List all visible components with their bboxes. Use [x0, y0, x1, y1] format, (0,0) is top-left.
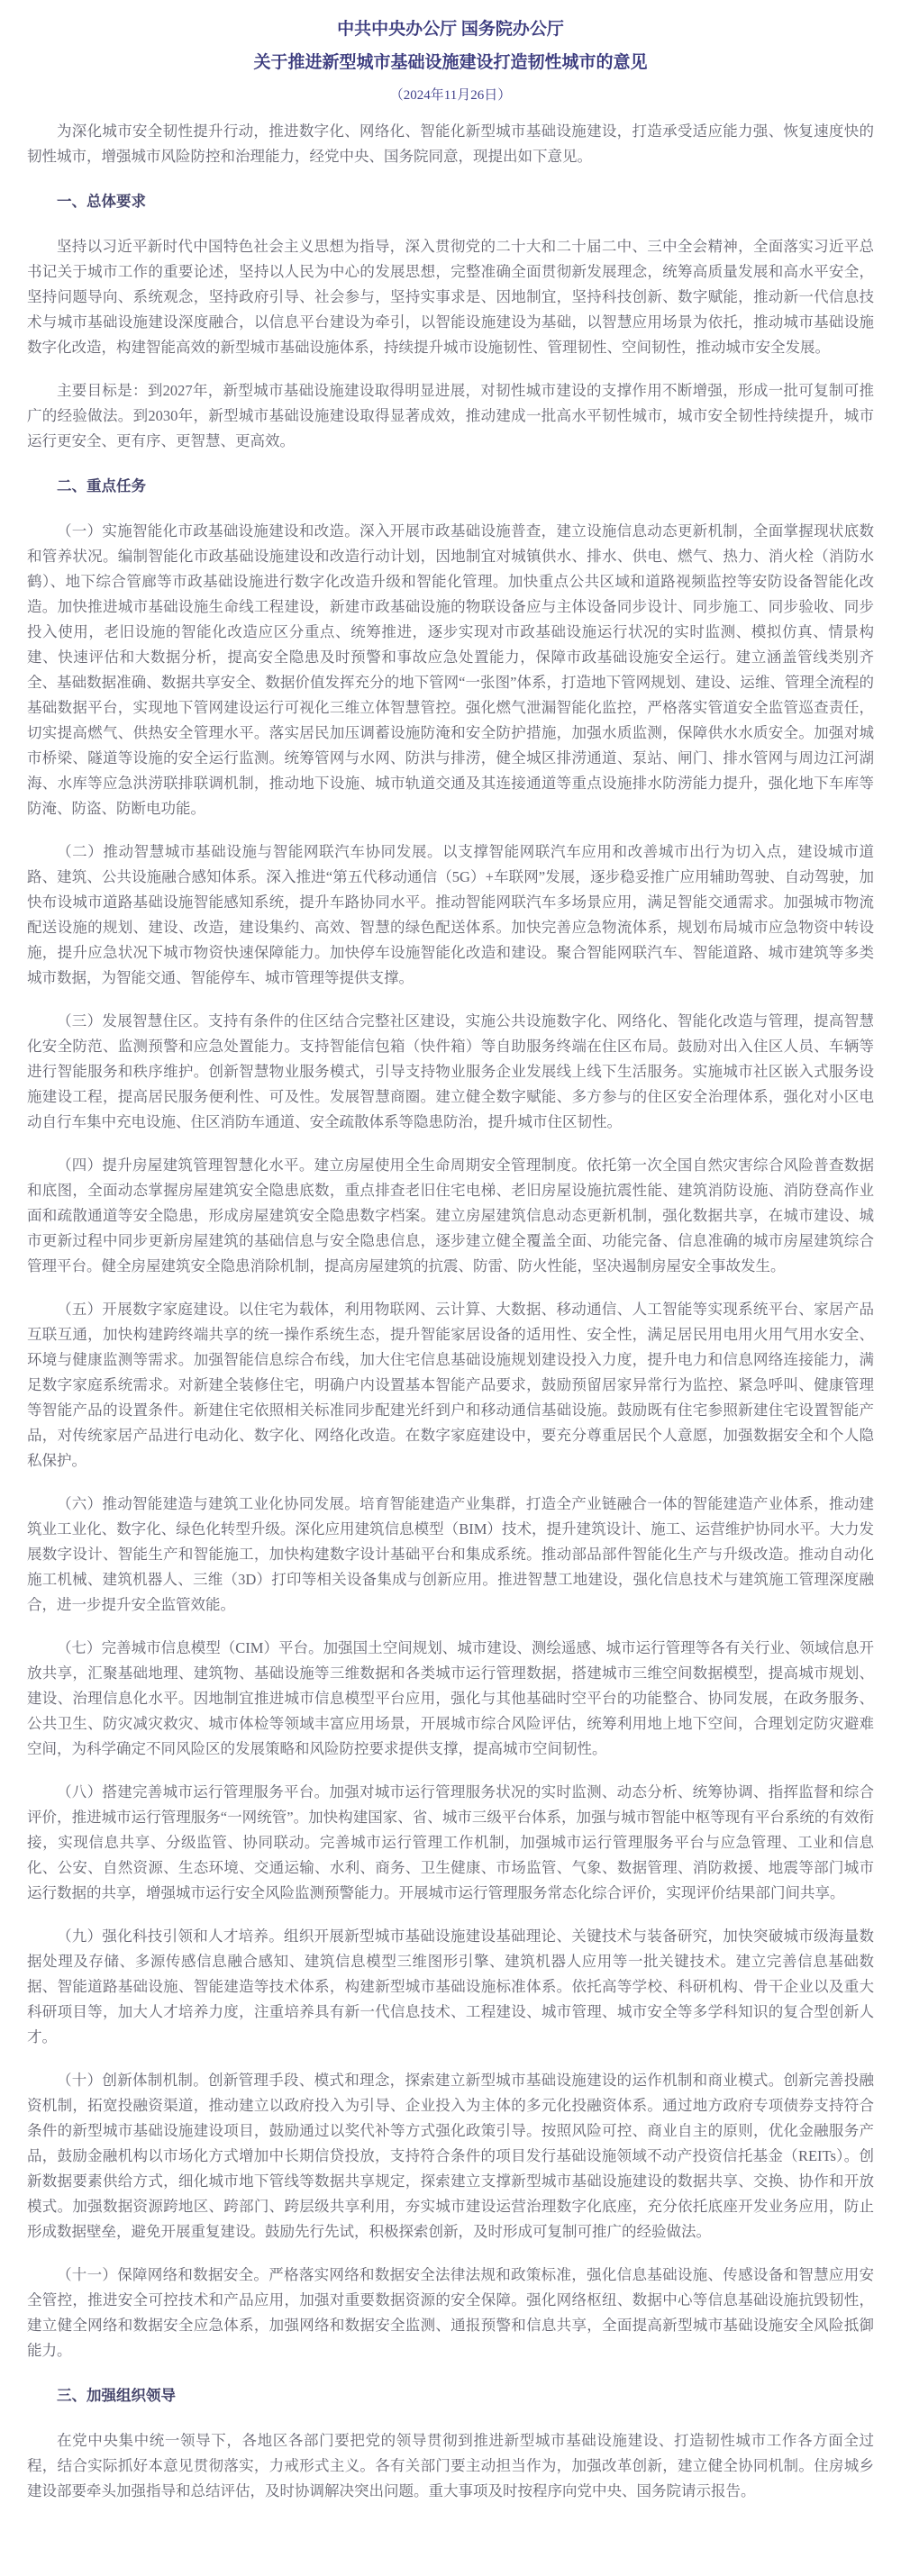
paragraph-item-9: （九）强化科技引领和人才培养。组织开展新型城市基础设施建设基础理论、关键技术与装备研究，加快突破城市级海量数据处理及存储、多源传感信息融合感知、建筑信息模型三维图形引擎、建筑机器人应用等一批关键技术。建立完善信息基础数据、智能道路基础设施、智能建造等技术体系，构建新型城市基础设施标准体系。依托高等学校、科研机构、骨干企业以及重大科研项目等，加大人才培养力度，注重培养具有新一代信息技术、工程建设、城市管理、城市安全等多学科知识的复合型创新人才。	[27, 1927, 874, 2045]
paragraph-item-10: （十）创新体制机制。创新管理手段、模式和理念，探索建立新型城市基础设施建设的运作机制和商业模式。创新完善投融资机制，拓宽投融资渠道，推动建立以政府投入为引导、企业投入为主体的多元化投融资体系。通过地方政府专项债券支持符合条件的新型城市基础设施建设项目，鼓励通过以奖代补等方式强化政策引导。按照风险可控、商业自主的原则，优化金融服务产品，鼓励金融机构以市场化方式增加中长期信贷投放，支持符合条件的项目发行基础设施领域不动产投资信托基金（REITs）。创新数据要素供给方式，细化城市地下管线等数据共享规定，探索建立支撑新型城市基础设施建设的数据共享、交换、协作和开放模式。加强数据资源跨地区、跨部门、跨层级共享利用，夯实城市建设运营治理数字化底座，充分依托底座开发业务应用，防止形成数据壁垒，避免开展重复建设。鼓励先行先试，积极探索创新，及时形成可复制可推广的经验做法。	[27, 2072, 874, 2240]
paragraph-item-6: （六）推动智能建造与建筑工业化协同发展。培育智能建造产业集群，打造全产业链融合一体的智能建造产业体系，推动建筑业工业化、数字化、绿色化转型升级。深化应用建筑信息模型（BIM）技术，提升建筑设计、施工、运营维护协同水平。大力发展数字设计、智能生产和智能施工，加快构建数字设计基础平台和集成系统。推动部品部件智能化生产与升级改造。推动自动化施工机械、建筑机器人、三维（3D）打印等相关设备集成与创新应用。推进智慧工地建设，强化信息技术与建筑施工管理深度融合，进一步提升安全监管效能。	[27, 1495, 874, 1613]
paragraph-item-11: （十一）保障网络和数据安全。严格落实网络和数据安全法律法规和政策标准，强化信息基础设施、传感设备和智慧应用安全管控，推进安全可控技术和产品应用，加强对重要数据资源的安全保障。强化网络枢纽、数据中心等信息基础设施抗毁韧性，建立健全网络和数据安全应急体系，加强网络和数据安全监测、通报预警和信息共享，全面提高新型城市基础设施安全风险抵御能力。	[27, 2266, 874, 2359]
document-title: 关于推进新型城市基础设施建设打造韧性城市的意见	[253, 53, 648, 72]
paragraph-item-3: （三）发展智慧住区。支持有条件的住区结合完整社区建设，实施公共设施数字化、网络化、智能化改造与管理，提高智慧化安全防范、监测预警和应急处置能力。支持智能信包箱（快件箱）等自助服务终端在住区布局。鼓励对出入住区人员、车辆等进行智能服务和秩序维护。创新智慧物业服务模式，引导支持物业服务企业发展线上线下生活服务。实施城市社区嵌入式服务设施建设工程，提高居民服务便利性、可及性。发展智慧商圈。建立健全数字赋能、多方参与的住区安全治理体系，强化对小区电动自行车集中充电设施、住区消防车通道、安全疏散体系等隐患防治，提升城市住区韧性。	[27, 1012, 874, 1130]
paragraph-item-7: （七）完善城市信息模型（CIM）平台。加强国土空间规划、城市建设、测绘遥感、城市运行管理等各有关行业、领域信息开放共享，汇聚基础地理、建筑物、基础设施等三维数据和各类城市运行管理数据，搭建城市三维空间数据模型，提高城市规划、建设、治理信息化水平。因地制宜推进城市信息模型平台应用，强化与其他基础时空平台的功能整合、协同发展，在政务服务、公共卫生、防灾减灾救灾、城市体检等领域丰富应用场景，开展城市综合风险评估，统筹利用地上地下空间，合理划定防灾避难空间，为科学确定不同风险区的发展策略和风险防控要求提供支撑，提高城市空间韧性。	[27, 1639, 874, 1757]
paragraph-item-8: （八）搭建完善城市运行管理服务平台。加强对城市运行管理服务状况的实时监测、动态分析、统筹协调、指挥监督和综合评价，推进城市运行管理服务“一网统管”。加快构建国家、省、城市三级平台体系，加强与城市智能中枢等现有平台系统的有效衔接，实现信息共享、分级监管、协同联动。完善城市运行管理工作机制，加强城市运行管理服务平台与应急管理、工业和信息化、公安、自然资源、生态环境、交通运输、水利、商务、卫生健康、市场监管、气象、数据管理、消防救援、地震等部门城市运行数据的共享，增强城市运行安全风险监测预警能力。开展城市运行管理服务常态化综合评价，实现评价结果部门间共享。	[27, 1783, 874, 1901]
paragraph: 主要目标是：到2027年，新型城市基础设施建设取得明显进展，对韧性城市建设的支撑作用不断增强，形成一批可复制可推广的经验做法。到2030年，新型城市基础设施建设取得显著成效，推动建成一批高水平韧性城市，城市安全韧性持续提升，城市运行更安全、更有序、更智慧、更高效。	[27, 382, 874, 449]
paragraph: 在党中央集中统一领导下，各地区各部门要把党的领导贯彻到推进新型城市基础设施建设、打造韧性城市工作各方面全过程，结合实际抓好本意见贯彻落实，力戒形式主义。各有关部门要主动担当作为，加强改革创新，建立健全协同机制。住房城乡建设部要牵头加强指导和总结评估，及时协调解决突出问题。重大事项及时按程序向党中央、国务院请示报告。	[27, 2432, 874, 2499]
paragraph-item-4: （四）提升房屋建筑管理智慧化水平。建立房屋使用全生命周期安全管理制度。依托第一次全国自然灾害综合风险普查数据和底图，全面动态掌握房屋建筑安全隐患底数，重点排查老旧住宅电梯、老旧房屋设施抗震性能、建筑消防设施、消防登高作业面和疏散通道等安全隐患，形成房屋建筑安全隐患数字档案。建立房屋建筑信息动态更新机制，强化数据共享，在城市建设、城市更新过程中同步更新房屋建筑的基础信息与安全隐患信息，逐步建立健全覆盖全面、功能完备、信息准确的城市房屋建筑综合管理平台。健全房屋建筑安全隐患消除机制，提高房屋建筑的抗震、防雷、防火性能，坚决遏制房屋安全事故发生。	[27, 1156, 874, 1274]
section-heading-1: 一、总体要求	[57, 193, 146, 210]
document-header	[27, 13, 874, 112]
section-heading-3: 三、加强组织领导	[57, 2387, 176, 2404]
paragraph: 坚持以习近平新时代中国特色社会主义思想为指导，深入贯彻党的二十大和二十届二中、三中全会精神，全面落实习近平总书记关于城市工作的重要论述，坚持以人民为中心的发展思想，完整准确全面贯彻新发展理念，统筹高质量发展和高水平安全，坚持问题导向、系统观念，坚持政府引导、社会参与，坚持实事求是、因地制宜，坚持科技创新、数字赋能，推动新一代信息技术与城市基础设施建设深度融合，以信息平台建设为牵引，以智能设施建设为基础，以智慧应用场景为依托，推动城市基础设施数字化改造，构建智能高效的新型城市基础设施体系，持续提升城市设施韧性、管理韧性、空间韧性，推动城市安全发展。	[27, 238, 874, 356]
intro-paragraph: 为深化城市安全韧性提升行动，推进数字化、网络化、智能化新型城市基础设施建设，打造承受适应能力强、恢复速度快的韧性城市，增强城市风险防控和治理能力，经党中央、国务院同意，现提出如下意见。	[27, 122, 874, 165]
document-date: （2024年11月26日）	[389, 88, 512, 103]
document-issuer: 中共中央办公厅 国务院办公厅	[337, 20, 564, 39]
paragraph-item-2: （二）推动智慧城市基础设施与智能网联汽车协同发展。以支撑智能网联汽车应用和改善城市出行为切入点，建设城市道路、建筑、公共设施融合感知体系。深入推进“第五代移动通信（5G）+车联网”发展，逐步稳妥推广应用辅助驾驶、自动驾驶，加快布设城市道路基础设施智能感知系统，提升车路协同水平。推动智能网联汽车多场景应用，满足智能交通需求。加强城市物流配送设施的规划、建设、改造，建设集约、高效、智慧的绿色配送体系。加快完善应急物流体系，规划布局城市应急物资中转设施，提升应急状况下城市物资快速保障能力。加快停车设施智能化改造和建设。聚合智能网联汽车、智能道路、城市建筑等多类城市数据，为智能交通、智能停车、城市管理等提供支撑。	[27, 843, 874, 986]
document-body	[27, 119, 874, 2504]
paragraph-item-1: （一）实施智能化市政基础设施建设和改造。深入开展市政基础设施普查，建立设施信息动态更新机制，全面掌握现状底数和管养状况。编制智能化市政基础设施建设和改造行动计划，因地制宜对城镇供水、排水、供电、燃气、热力、消火栓（消防水鹤）、地下综合管廊等市政基础设施进行数字化改造升级和智能化管理。加快重点公共区域和道路视频监控等安防设备智能化改造。加快推进城市基础设施生命线工程建设，新建市政基础设施的物联设备应与主体设备同步设计、同步施工、同步验收、同步投入使用，老旧设施的智能化改造应区分重点、统筹推进，逐步实现对市政基础设施运行状况的实时监测、模拟仿真、情景构建、快速评估和大数据分析，提高安全隐患及时预警和事故应急处置能力，保障市政基础设施安全运行。建立涵盖管线类别齐全、基础数据准确、数据共享安全、数据价值发挥充分的地下管网“一张图”体系，打造地下管网规划、建设、运维、管理全流程的基础数据平台，实现地下管网建设运行可视化三维立体智慧管控。强化燃气泄漏智能化监控，严格落实管道安全监管巡查责任，切实提高燃气、供热安全管理水平。落实居民加压调蓄设施防淹和安全防护措施，加强水质监测，保障供水水质安全。加强对城市桥梁、隧道等设施的安全运行监测。统筹管网与水网、防洪与排涝，健全城区排涝通道、泵站、闸门、排水管网与周边江河湖海、水库等应急洪涝联排联调机制，推动地下设施、城市轨道交通及其连接通道等重点设施排水防涝能力提升，强化地下车库等防淹、防盗、防断电功能。	[27, 522, 874, 817]
paragraph-item-5: （五）开展数字家庭建设。以住宅为载体，利用物联网、云计算、大数据、移动通信、人工智能等实现系统平台、家居产品互联互通，加快构建跨终端共享的统一操作系统生态，提升智能家居设备的适用性、安全性，满足居民用电用火用气用水安全、环境与健康监测等需求。加强智能信息综合布线，加大住宅信息基础设施规划建设投入力度，提升电力和信息网络连接能力，满足数字家庭系统需求。对新建全装修住宅，明确户内设置基本智能产品要求，鼓励预留居家异常行为监控、紧急呼叫、健康管理等智能产品的设置条件。新建住宅依照相关标准同步配建光纤到户和移动通信基础设施。鼓励既有住宅参照新建住宅设置智能产品，对传统家居产品进行电动化、数字化、网络化改造。在数字家庭建设中，要充分尊重居民个人意愿，加强数据安全和个人隐私保护。	[27, 1301, 874, 1469]
section-heading-2: 二、重点任务	[57, 477, 146, 494]
